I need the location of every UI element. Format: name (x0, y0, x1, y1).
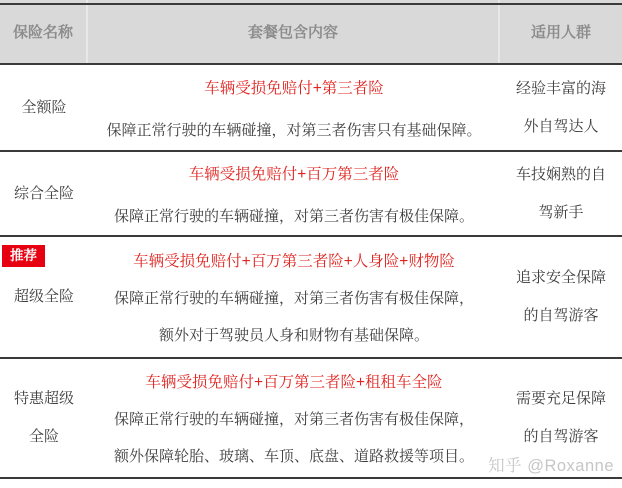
package-highlight: 车辆受损免赔付+百万第三者险 (188, 165, 400, 183)
insurance-name: 综合全险 (13, 184, 74, 202)
insurance-name-cell (0, 152, 88, 235)
header-insurance-name-label: 保险名称 (12, 24, 73, 41)
package-description: 保障正常行驶的车辆碰撞，对第三者伤害只有基础保障。 (106, 121, 482, 139)
target-audience: 经验丰富的海外自驾达人 (515, 79, 606, 135)
zhihu-watermark: 知乎 @Roxanne (488, 457, 614, 475)
table-row (0, 150, 622, 235)
package-description: 额外对于驾驶员人身和财物有基础保障。 (158, 327, 429, 344)
header-package-contents-label: 套餐包含内容 (247, 24, 338, 41)
insurance-name: 超级全险 (13, 288, 74, 305)
package-contents-cell (88, 359, 500, 477)
package-highlight: 车辆受损免赔付+百万第三者险+租租车全险 (145, 374, 443, 391)
target-audience-cell (500, 237, 622, 357)
header-insurance-name (0, 0, 88, 63)
table-top-border (0, 3, 622, 5)
table-header-row (0, 0, 622, 63)
header-target-audience-label: 适用人群 (530, 24, 591, 41)
target-audience: 需要充足保障的自驾游客 (515, 390, 606, 445)
package-description: 保障正常行驶的车辆碰撞，对第三者伤害有极佳保障。 (113, 207, 474, 225)
target-audience: 追求安全保障的自驾游客 (515, 269, 606, 324)
insurance-name-cell (0, 237, 88, 357)
target-audience-cell (500, 65, 622, 150)
package-description: 额外保障轮胎、玻璃、车顶、底盘、道路救援等项目。 (113, 448, 474, 465)
insurance-name-cell (0, 359, 88, 477)
target-audience-cell (500, 152, 622, 235)
package-description: 保障正常行驶的车辆碰撞，对第三者伤害有极佳保障， (113, 411, 474, 428)
package-highlight: 车辆受损免赔付+百万第三者险+人身险+财物险 (133, 253, 455, 270)
recommended-badge: 推荐 (2, 245, 45, 267)
package-highlight: 车辆受损免赔付+第三者险 (204, 79, 384, 97)
insurance-name: 特惠超级全险 (13, 390, 74, 445)
package-description: 保障正常行驶的车辆碰撞，对第三者伤害有极佳保障， (113, 290, 474, 307)
table-row-recommended (0, 235, 622, 357)
target-audience: 车技娴熟的自驾新手 (515, 165, 606, 221)
header-package-contents (88, 0, 500, 63)
package-contents-cell (88, 152, 500, 235)
insurance-name: 全额险 (21, 98, 67, 116)
header-target-audience (500, 0, 622, 63)
package-contents-cell (88, 237, 500, 357)
table-row (0, 63, 622, 150)
insurance-name-cell (0, 65, 88, 150)
package-contents-cell (88, 65, 500, 150)
